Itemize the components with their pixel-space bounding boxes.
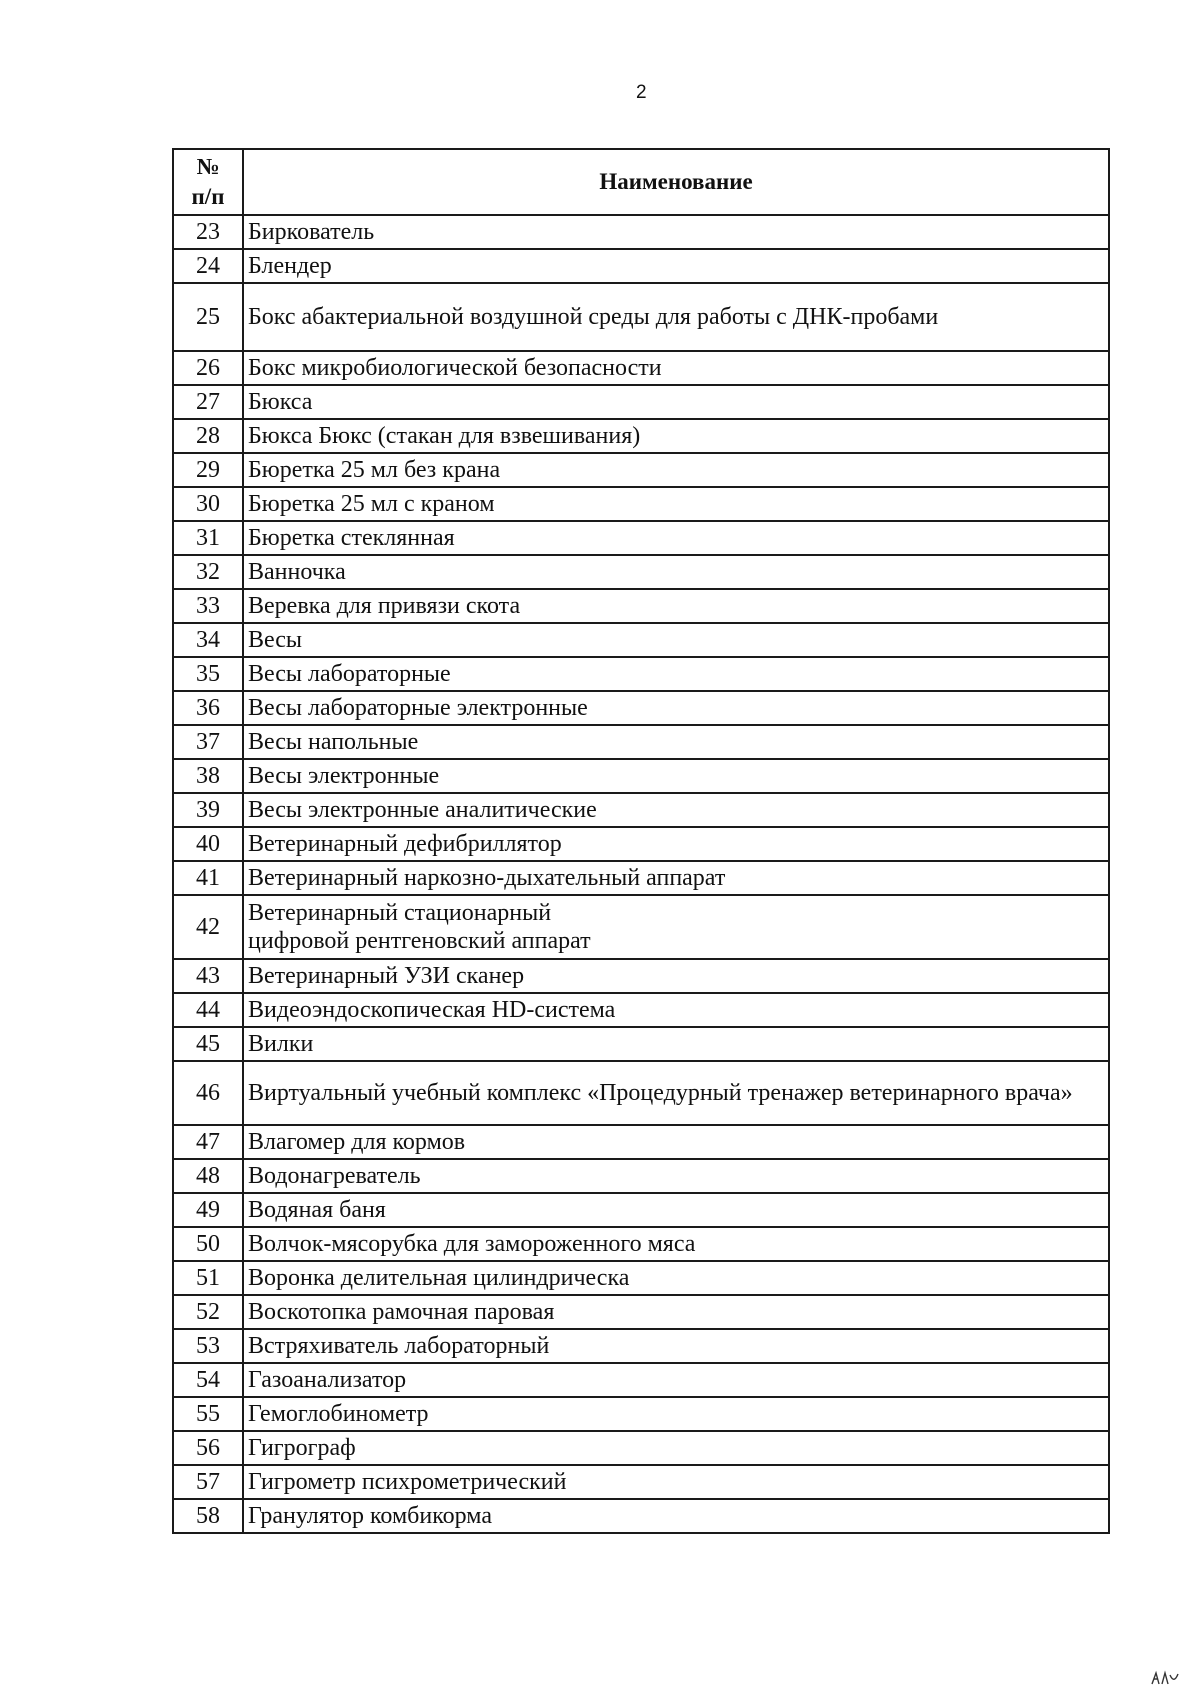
row-name: Весы лабораторные [243, 657, 1109, 691]
row-name: Вилки [243, 1027, 1109, 1061]
table-row [173, 351, 1109, 385]
row-name: Весы электронные [243, 759, 1109, 793]
row-name: Весы напольные [243, 725, 1109, 759]
table-row [173, 895, 1109, 959]
row-name: Весы лабораторные электронные [243, 691, 1109, 725]
table-row [173, 521, 1109, 555]
row-number: 25 [173, 283, 243, 351]
row-number: 29 [173, 453, 243, 487]
row-name: Гигрограф [243, 1431, 1109, 1465]
table-row [173, 385, 1109, 419]
table-row [173, 1125, 1109, 1159]
table-row [173, 1261, 1109, 1295]
row-name: Водонагреватель [243, 1159, 1109, 1193]
row-number: 23 [173, 215, 243, 249]
table-row [173, 283, 1109, 351]
table-row [173, 793, 1109, 827]
table-row [173, 215, 1109, 249]
row-number: 47 [173, 1125, 243, 1159]
row-name: Бюретка 25 мл без крана [243, 453, 1109, 487]
table-row [173, 249, 1109, 283]
row-number: 57 [173, 1465, 243, 1499]
table-body [173, 215, 1109, 1533]
row-name: Бокс абактериальной воздушной среды для работы с ДНК-пробами [243, 283, 1109, 351]
row-number: 26 [173, 351, 243, 385]
table-row [173, 1465, 1109, 1499]
row-name: Водяная баня [243, 1193, 1109, 1227]
row-name: Гигрометр психрометрический [243, 1465, 1109, 1499]
row-name: Воскотопка рамочная паровая [243, 1295, 1109, 1329]
table-row [173, 1397, 1109, 1431]
row-number: 35 [173, 657, 243, 691]
row-number: 36 [173, 691, 243, 725]
table-header-row [173, 149, 1109, 215]
table-row [173, 959, 1109, 993]
table-row [173, 691, 1109, 725]
table-row [173, 555, 1109, 589]
row-number: 34 [173, 623, 243, 657]
row-number: 53 [173, 1329, 243, 1363]
row-name: Ветеринарный стационарный цифровой рентгеновский аппарат [243, 895, 1109, 959]
row-name: Ветеринарный УЗИ сканер [243, 959, 1109, 993]
row-number: 31 [173, 521, 243, 555]
row-name: Встряхиватель лабораторный [243, 1329, 1109, 1363]
row-number: 51 [173, 1261, 243, 1295]
table-row [173, 487, 1109, 521]
table-row [173, 1431, 1109, 1465]
row-number: 52 [173, 1295, 243, 1329]
table-row [173, 725, 1109, 759]
table-row [173, 623, 1109, 657]
row-name: Гемоглобинометр [243, 1397, 1109, 1431]
row-name: Виртуальный учебный комплекс «Процедурный тренажер ветеринарного врача» [243, 1061, 1109, 1125]
table-row [173, 1159, 1109, 1193]
row-number: 37 [173, 725, 243, 759]
row-number: 30 [173, 487, 243, 521]
row-name: Гранулятор комбикорма [243, 1499, 1109, 1533]
row-name: Бокс микробиологической безопасности [243, 351, 1109, 385]
table-row [173, 419, 1109, 453]
row-name: Бюкса [243, 385, 1109, 419]
table-row [173, 1295, 1109, 1329]
row-number: 45 [173, 1027, 243, 1061]
row-number: 40 [173, 827, 243, 861]
table-row [173, 1027, 1109, 1061]
table-row [173, 1329, 1109, 1363]
row-name: Веревка для привязи скота [243, 589, 1109, 623]
handwritten-signature [1150, 1670, 1180, 1686]
row-name: Бюкса Бюкс (стакан для взвешивания) [243, 419, 1109, 453]
row-number: 49 [173, 1193, 243, 1227]
row-name: Блендер [243, 249, 1109, 283]
table-row [173, 1061, 1109, 1125]
row-name: Ванночка [243, 555, 1109, 589]
table-row [173, 1363, 1109, 1397]
page-number: 2 [636, 82, 647, 103]
table-row [173, 589, 1109, 623]
row-name: Видеоэндоскопическая HD-система [243, 993, 1109, 1027]
row-number: 56 [173, 1431, 243, 1465]
row-number: 48 [173, 1159, 243, 1193]
row-name: Бюретка 25 мл с краном [243, 487, 1109, 521]
row-number: 50 [173, 1227, 243, 1261]
header-number: № п/п [173, 149, 243, 215]
row-number: 38 [173, 759, 243, 793]
row-number: 28 [173, 419, 243, 453]
row-name: Волчок-мясорубка для замороженного мяса [243, 1227, 1109, 1261]
table-row [173, 759, 1109, 793]
row-number: 24 [173, 249, 243, 283]
row-name: Воронка делительная цилиндрическа [243, 1261, 1109, 1295]
row-number: 32 [173, 555, 243, 589]
row-number: 46 [173, 1061, 243, 1125]
table-row [173, 827, 1109, 861]
row-name: Газоанализатор [243, 1363, 1109, 1397]
table-row [173, 657, 1109, 691]
row-number: 27 [173, 385, 243, 419]
row-name: Ветеринарный наркозно-дыхательный аппарат [243, 861, 1109, 895]
row-name: Весы [243, 623, 1109, 657]
table-row [173, 1499, 1109, 1533]
row-number: 41 [173, 861, 243, 895]
row-number: 43 [173, 959, 243, 993]
row-number: 44 [173, 993, 243, 1027]
row-number: 55 [173, 1397, 243, 1431]
row-number: 42 [173, 895, 243, 959]
row-name: Бюретка стеклянная [243, 521, 1109, 555]
row-name: Ветеринарный дефибриллятор [243, 827, 1109, 861]
table-row [173, 861, 1109, 895]
table-row [173, 453, 1109, 487]
row-number: 54 [173, 1363, 243, 1397]
row-name: Весы электронные аналитические [243, 793, 1109, 827]
equipment-table [172, 148, 1110, 1534]
row-number: 33 [173, 589, 243, 623]
row-name: Влагомер для кормов [243, 1125, 1109, 1159]
table-row [173, 993, 1109, 1027]
row-number: 39 [173, 793, 243, 827]
table-row [173, 1193, 1109, 1227]
header-name: Наименование [243, 149, 1109, 215]
row-number: 58 [173, 1499, 243, 1533]
table-row [173, 1227, 1109, 1261]
row-name: Биркователь [243, 215, 1109, 249]
